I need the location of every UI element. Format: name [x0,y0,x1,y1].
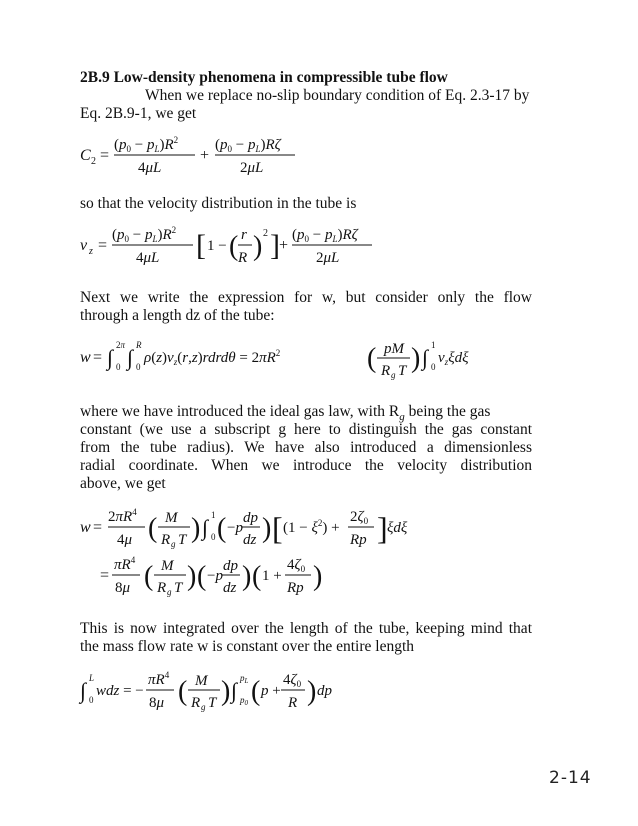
svg-text:∫: ∫ [80,678,87,703]
svg-text:dz: dz [223,580,237,596]
svg-text:R: R [238,250,248,266]
gas-line-2: constant (we use a subscript g here to distinguish the gas constant [80,421,532,438]
equation-mass-flow-result [80,502,500,617]
svg-text:2: 2 [263,228,268,239]
svg-text:4μ: 4μ [117,532,133,548]
svg-text:): ) [262,513,272,544]
svg-text:r: r [241,227,247,243]
svg-text:(: ( [178,676,188,707]
svg-text:dp: dp [317,683,332,699]
svg-text:+: + [279,237,289,254]
section-heading: 2B.9 Low-density phenomena in compressible tube flow [80,69,448,86]
svg-text:w: w [80,349,91,366]
svg-text:wdz = −: wdz = − [96,683,144,699]
svg-text:[: [ [196,229,206,262]
svg-text:4ζ0: $4\zeta_0$ [283,672,302,689]
svg-text:∫: ∫ [202,515,209,540]
svg-text:8μ: 8μ [149,695,165,711]
svg-text:(p0 − pL)R2: $(p_0 - p_L)R^2$ [114,135,179,154]
svg-text:∫: ∫ [231,678,238,703]
svg-text:−p: −p [227,520,243,536]
final-line-2: the mass flow rate w is constant over the entire length [80,638,415,655]
svg-text:1 +: 1 + [262,568,282,584]
svg-text:): ) [221,676,231,707]
svg-text:g: g [171,539,176,549]
svg-text:(: ( [148,513,158,544]
gas-subscript: g [399,411,405,424]
svg-text:0: 0 [89,695,94,705]
gas-line-5: above, we get [80,475,166,492]
svg-text:vzξdξ: $v_z\xi d\xi$ [438,350,469,367]
svg-text:): ) [187,561,197,592]
svg-text:pL: $p_L$ [240,673,249,685]
svg-text:): ) [411,343,421,374]
svg-text:0: 0 [116,362,121,372]
svg-text:R: R [136,340,142,350]
svg-text:ξdξ: ξdξ [387,520,408,536]
gas-line-1-text: where we have introduced the ideal gas law, with R [80,403,400,420]
svg-text:1: 1 [431,340,436,350]
svg-text:R: R [288,695,298,711]
svg-text:]: ] [270,229,280,262]
svg-text:πR4: $\pi R^4$ [148,670,170,688]
svg-text:R: R [381,363,391,379]
svg-text:pM: pM [384,341,404,357]
svg-text:R: R [191,695,201,711]
svg-text:dz: dz [243,532,257,548]
next-line-1: Next we write the expression for w, but consider only the flow [80,289,532,306]
svg-text:2ζ0: $2\zeta_0$ [350,509,369,526]
next-line-2: through a length dz of the tube: [80,307,275,324]
svg-text:=: = [100,147,110,164]
equation-c2 [80,133,310,186]
gas-line-4: radial coordinate. When we introduce the velocity distribution [80,457,532,474]
svg-text:L: L [89,673,95,683]
velocity-intro: so that the velocity distribution in the tube is [80,195,357,212]
svg-text:2πR4: $2\pi R^4$ [108,507,137,525]
svg-text:z: z [89,246,93,257]
svg-text:=: = [98,237,108,254]
svg-text:Rp: Rp [287,580,304,596]
svg-text:1 −: 1 − [207,238,227,254]
svg-text:R: R [161,532,171,548]
svg-text:2π: 2π [116,340,126,350]
svg-text:(1 − ξ2) +: $(1 - \xi^2)$ + [283,518,340,536]
svg-text:p0: $p_0$ [240,695,248,707]
svg-text:4μL: 4μL [138,160,162,176]
svg-text:2μL: 2μL [240,160,264,176]
gas-line-3: from the tube radius). We have also introduced a dimensionless [80,439,532,456]
svg-text:M: M [161,558,174,574]
svg-text:[: [ [272,510,283,546]
svg-text:(: ( [217,513,227,544]
svg-text:4μL: 4μL [136,250,160,266]
svg-text:p +: p + [261,683,281,699]
intro-line-2: Eq. 2B.9-1, we get [80,105,197,122]
svg-text:1: 1 [211,510,216,520]
svg-text:0: 0 [211,532,216,542]
svg-text:T: T [174,580,183,596]
svg-text:(p0 − pL)Rζ: $(p_0 - p_L)R\zeta$ [292,227,358,244]
svg-text:2: 2 [91,156,96,167]
equation-length-integral [80,667,340,722]
svg-text:g: g [201,702,206,712]
svg-text:(p0 − pL)R2: $(p_0 - p_L)R^2$ [112,225,177,244]
svg-text:g: g [391,370,396,380]
svg-text:dp: dp [243,510,258,526]
svg-text:T: T [178,532,187,548]
svg-text:): ) [253,231,263,262]
svg-text:8μ: 8μ [115,580,131,596]
intro-line-1: When we replace no-slip boundary condition of Eq. 2.3-17 by [145,87,530,104]
svg-text:): ) [307,676,317,707]
svg-text:]: ] [377,510,388,546]
svg-text:ρ(z)vz(r,z)rdrdθ = 2πR2: $\rho(z)v_z(r,z)rdrd\theta = 2\pi R^2$ [144,348,281,367]
svg-text:2μL: 2μL [316,250,340,266]
gas-line-1-end: being the gas [404,403,491,420]
equation-mass-flow-integral [80,334,520,389]
svg-text:πR4: $\pi R^4$ [114,555,136,573]
svg-text:(: ( [144,561,154,592]
svg-text:): ) [242,561,252,592]
svg-text:T: T [398,363,407,379]
svg-text:0: 0 [136,362,141,372]
svg-text:M: M [195,673,208,689]
svg-text:∫: ∫ [107,345,114,370]
svg-text:w: w [80,519,91,536]
page-number: 2-14 [549,768,592,788]
svg-text:=: = [100,567,110,584]
svg-text:dp: dp [223,558,238,574]
svg-text:(p0 − pL)Rζ: $(p_0 - p_L)R\zeta$ [215,137,281,154]
svg-text:0: 0 [431,362,436,372]
svg-text:4ζ0: $4\zeta_0$ [287,557,306,574]
svg-text:−p: −p [207,568,223,584]
svg-text:g: g [167,587,172,597]
svg-text:(: ( [197,561,207,592]
final-line-1: This is now integrated over the length of the tube, keeping mind that [80,620,532,637]
svg-text:(: ( [252,561,262,592]
svg-text:M: M [165,510,178,526]
svg-text:): ) [191,513,201,544]
svg-text:∫: ∫ [422,345,429,370]
svg-text:(: ( [367,343,377,374]
svg-text:=: = [93,349,103,366]
svg-text:C: C [80,147,91,164]
svg-text:+: + [200,147,210,164]
svg-text:R: R [157,580,167,596]
svg-text:): ) [313,561,323,592]
svg-text:=: = [93,519,103,536]
svg-text:∫: ∫ [127,345,134,370]
svg-text:(: ( [251,676,261,707]
svg-text:v: v [80,237,88,254]
svg-text:Rp: Rp [350,532,367,548]
svg-text:(: ( [229,231,239,262]
svg-text:T: T [208,695,217,711]
equation-velocity [80,222,380,277]
